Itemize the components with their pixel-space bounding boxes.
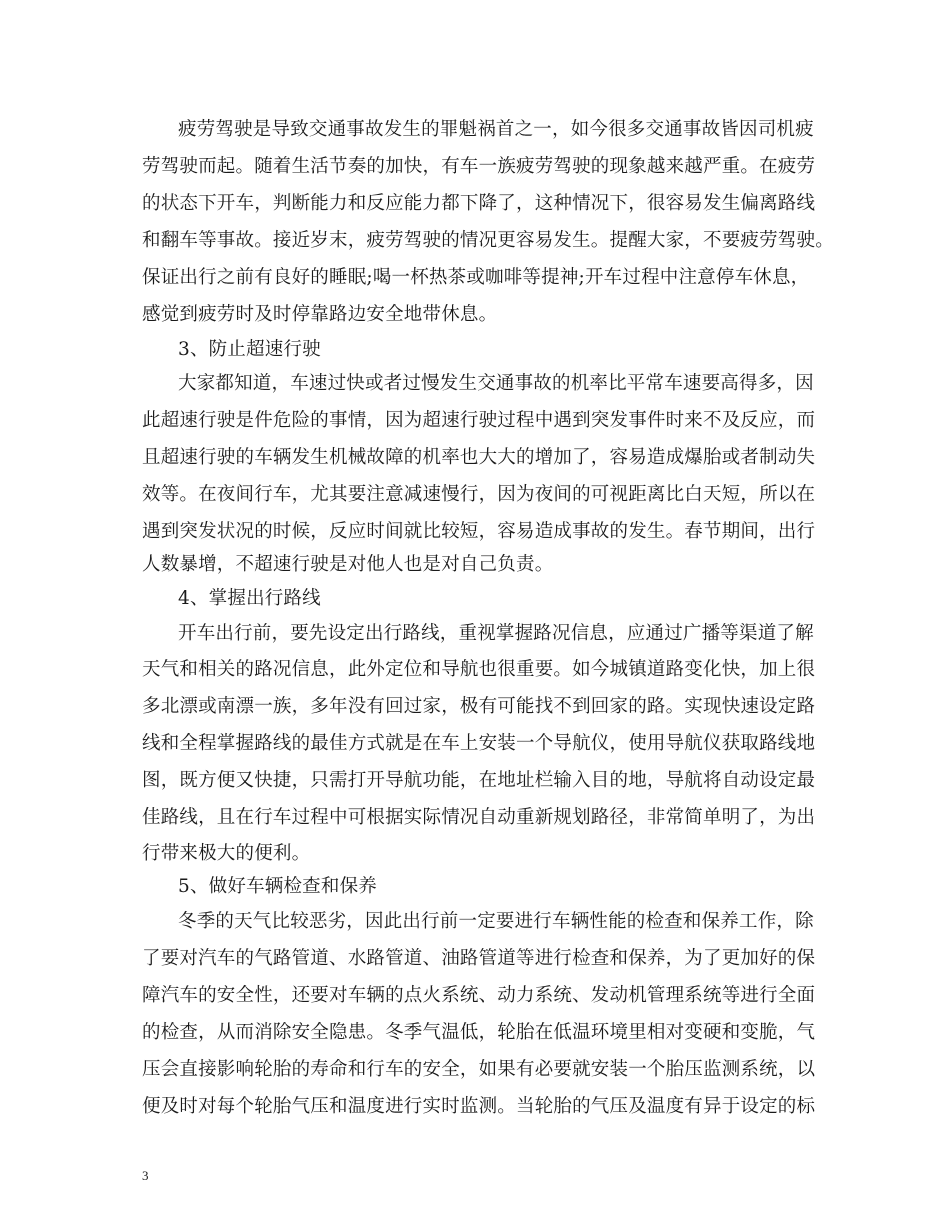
paragraph-line: 效等。在夜间行车，尤其要注意减速慢行，因为夜间的可视距离比白天短，所以在 (142, 484, 816, 505)
paragraph-line: 和翻车等事故。接近岁末，疲劳驾驶的情况更容易发生。提醒大家，不要疲劳驾驶。 (142, 230, 834, 251)
paragraph-line: 了要对汽车的气路管道、水路管道、油路管道等进行检查和保养，为了更加好的保 (142, 948, 816, 969)
section-heading: 4、掌握出行路线 (178, 588, 321, 609)
paragraph-line: 多北漂或南漂一族，多年没有回过家，极有可能找不到回家的路。实现快速设定路 (142, 696, 816, 717)
paragraph-line: 便及时对每个轮胎气压和温度进行实时监测。当轮胎的气压及温度有异于设定的标 (142, 1096, 816, 1117)
page-number: 3 (142, 1168, 149, 1183)
section-heading: 5、做好车辆检查和保养 (178, 876, 377, 897)
paragraph-line: 行带来极大的便利。 (142, 843, 311, 864)
paragraph-line: 疲劳驾驶是导致交通事故发生的罪魁祸首之一，如今很多交通事故皆因司机疲 (178, 119, 814, 140)
paragraph-line: 开车出行前，要先设定出行路线，重视掌握路况信息，应通过广播等渠道了解 (178, 623, 814, 644)
paragraph-line: 人数暴增，不超速行驶是对他人也是对自己负责。 (142, 554, 554, 575)
paragraph-line: 障汽车的安全性，还要对车辆的点火系统、动力系统、发动机管理系统等进行全面 (142, 985, 816, 1006)
paragraph-line: 冬季的天气比较恶劣，因此出行前一定要进行车辆性能的检查和保养工作，除 (178, 911, 814, 932)
section-heading: 3、防止超速行驶 (178, 339, 321, 360)
paragraph-line: 遇到突发状况的时候，反应时间就比较短，容易造成事故的发生。春节期间，出行 (142, 521, 816, 542)
paragraph-line: 此超速行驶是件危险的事情，因为超速行驶过程中遇到突发事件时来不及反应，而 (142, 410, 816, 431)
paragraph-line: 压会直接影响轮胎的寿命和行车的安全，如果有必要就安装一个胎压监测系统，以 (142, 1059, 816, 1080)
paragraph-line: 大家都知道，车速过快或者过慢发生交通事故的机率比平常车速要高得多，因 (178, 373, 814, 394)
paragraph-line: 的检查，从而消除安全隐患。冬季气温低，轮胎在低温环境里相对变硬和变脆，气 (142, 1022, 816, 1043)
paragraph-line: 佳路线，且在行车过程中可根据实际情况自动重新规划路径，非常简单明了，为出 (142, 807, 816, 828)
paragraph-line: 天气和相关的路况信息，此外定位和导航也很重要。如今城镇道路变化快，加上很 (142, 659, 816, 680)
paragraph-line: 的状态下开车，判断能力和反应能力都下降了，这种情况下，很容易发生偏离路线 (142, 193, 816, 214)
paragraph-line: 劳驾驶而起。随着生活节奏的加快，有车一族疲劳驾驶的现象越来越严重。在疲劳 (142, 156, 816, 177)
paragraph-line: 图，既方便又快捷，只需打开导航功能，在地址栏输入目的地，导航将自动设定最 (142, 770, 816, 791)
paragraph-line: 感觉到疲劳时及时停靠路边安全地带休息。 (142, 304, 498, 325)
paragraph-line: 且超速行驶的车辆发生机械故障的机率也大大的增加了，容易造成爆胎或者制动失 (142, 447, 816, 468)
paragraph-line: 线和全程掌握路线的最佳方式就是在车上安装一个导航仪，使用导航仪获取路线地 (142, 733, 816, 754)
paragraph-line: 保证出行之前有良好的睡眠;喝一杯热茶或咖啡等提神;开车过程中注意停车休息， (142, 267, 810, 288)
